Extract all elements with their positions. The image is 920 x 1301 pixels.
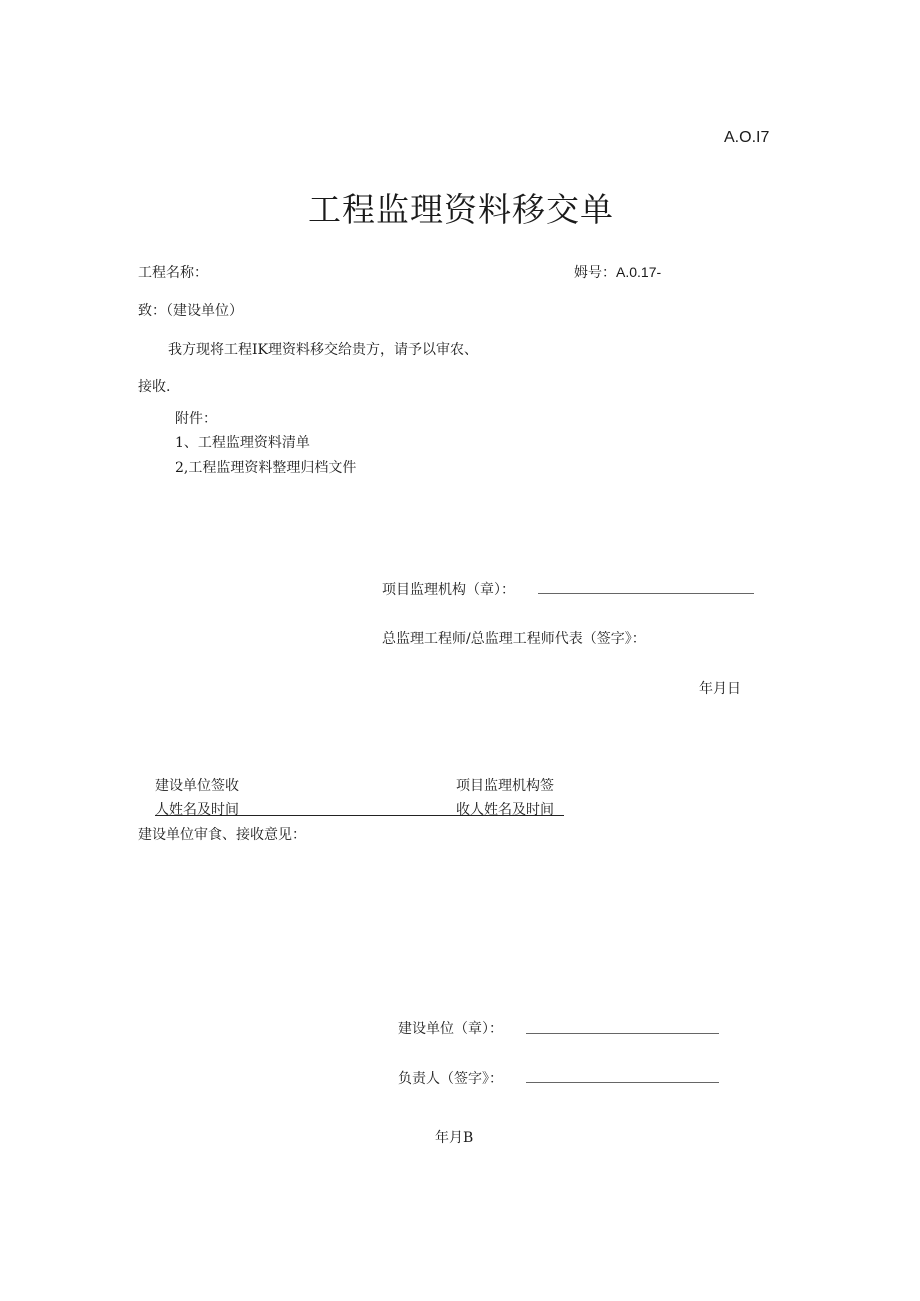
- attachment-item-1: 1、工程监理资料清单: [175, 435, 310, 451]
- supervisor-org-seal-line: [538, 593, 754, 594]
- body-paragraph-line-2: 接收.: [138, 379, 171, 395]
- supervisor-receipt-label-line-1: 项目监理机构签: [456, 778, 554, 794]
- client-receipt-label-line-1: 建设单位签收: [155, 778, 239, 794]
- serial-number: [574, 262, 661, 282]
- attachments-label: 附件：: [175, 411, 217, 427]
- client-person-signature-line: [526, 1082, 719, 1083]
- chief-engineer-signature-label: 总监理工程师/总监理工程师代表（签字》：: [382, 631, 646, 647]
- client-unit-seal-label: 建设单位（章）：: [398, 1021, 503, 1037]
- document-code: A.O.I7: [724, 129, 770, 146]
- supervisor-org-label: 项目监理机构（章）：: [382, 582, 515, 598]
- document-title: 工程监理资料移交单: [308, 190, 614, 229]
- client-opinion-label: 建设单位审食、接收意见：: [138, 827, 306, 843]
- attachment-item-2: 2,工程监理资料整理归档文件: [175, 460, 357, 476]
- body-paragraph-line-1: 我方现将工程IK理资料移交给贵方，请予以审农、: [168, 342, 478, 358]
- supervisor-receipt-label-line-2: 收人姓名及时间: [456, 802, 554, 818]
- supervisor-date-label: 年月日: [699, 681, 741, 697]
- recipient-line: 致：（建设单位）: [138, 303, 243, 319]
- client-unit-seal-line: [526, 1033, 719, 1034]
- client-person-signature-label: 负责人（签字》：: [398, 1071, 503, 1087]
- project-name-label: 工程名称：: [138, 265, 208, 281]
- receipt-signature-line: [155, 815, 564, 816]
- serial-label: 姆号：: [574, 265, 616, 281]
- client-receipt-label-line-2: 人姓名及时间: [155, 802, 239, 818]
- client-date-label: 年月B: [435, 1130, 474, 1146]
- serial-value: A.0.17-: [616, 264, 662, 280]
